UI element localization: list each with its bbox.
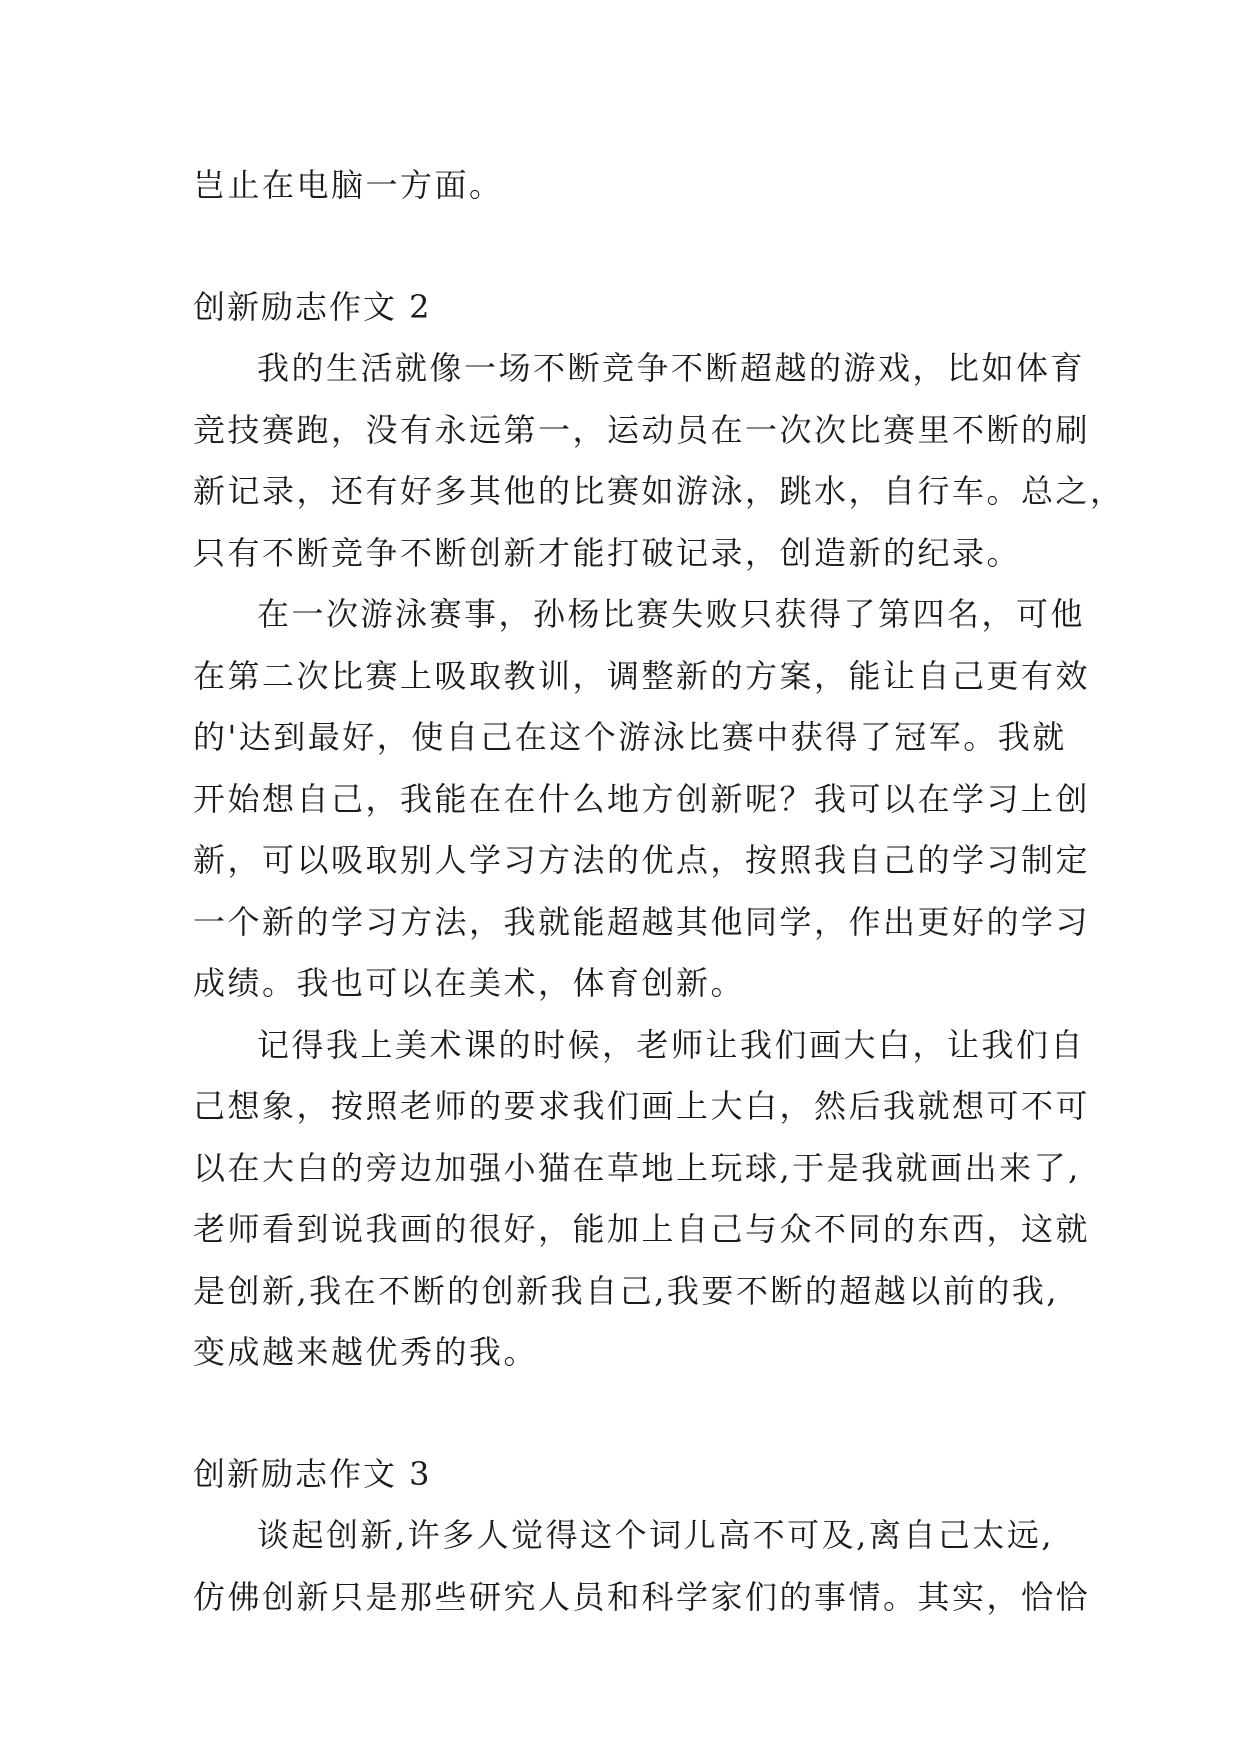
paragraph-line: 只有不断竞争不断创新才能打破记录，创造新的纪录。 — [193, 533, 1022, 572]
paragraph-line: 在一次游泳赛事，孙杨比赛失败只获得了第四名，可他 — [257, 595, 1086, 633]
paragraph-line: 仿佛创新只是那些研究人员和科学家们的事情。其实，恰恰 — [193, 1577, 1091, 1616]
paragraph — [193, 584, 1091, 1015]
paragraph-line: 开始想自己，我能在在什么地方创新呢？我可以在学习上创 — [193, 779, 1091, 818]
paragraph-line: 记得我上美术课的时候，老师让我们画大白，让我们自 — [257, 1025, 1086, 1064]
paragraph-line: 己想象，按照老师的要求我们画上大白，然后我就想可不可 — [193, 1087, 1091, 1125]
section-heading-2: 创新励志作文 2 — [193, 287, 432, 326]
paragraph-line: 谈起创新,许多人觉得这个词儿高不可及,离自己太远, — [257, 1516, 1055, 1554]
document-body — [193, 155, 1125, 1628]
section-gap — [193, 1384, 1050, 1444]
section-heading-3: 创新励志作文 3 — [193, 1454, 432, 1493]
paragraph-line: 老师看到说我画的很好，能加上自己与众不同的东西，这就 — [193, 1210, 1091, 1248]
paragraph-line: 变成越来越优秀的我。 — [193, 1333, 539, 1371]
paragraph-line: 竞技赛跑，没有永远第一，运动员在一次次比赛里不断的刷 — [193, 410, 1091, 449]
paragraph-line: 在第二次比赛上吸取教训，调整新的方案，能让自己更有效 — [193, 656, 1091, 695]
paragraph-line: 一个新的学习方法，我就能超越其他同学，作出更好的学习 — [193, 902, 1091, 941]
paragraph — [193, 1505, 1091, 1628]
paragraph-line: 以在大白的旁边加强小猫在草地上玩球,于是我就画出来了, — [193, 1148, 1081, 1187]
paragraph-line: 新，可以吸取别人学习方法的优点，按照我自己的学习制定 — [193, 841, 1091, 879]
section-gap — [193, 217, 1050, 277]
paragraph-line: 是创新,我在不断的创新我自己,我要不断的超越以前的我, — [193, 1271, 1060, 1310]
paragraph-line: 我的生活就像一场不断竞争不断超越的游戏，比如体育 — [257, 349, 1086, 387]
paragraph-line: 新记录，还有好多其他的比赛如游泳，跳水，自行车。总之， — [193, 472, 1125, 510]
paragraph-line: 成绩。我也可以在美术，体育创新。 — [193, 964, 746, 1002]
intro-line: 岂止在电脑一方面。 — [193, 166, 504, 204]
paragraph-line: 的'达到最好，使自己在这个游泳比赛中获得了冠军。我就 — [193, 718, 1067, 756]
paragraph — [193, 1015, 1091, 1384]
paragraph — [193, 338, 1125, 584]
